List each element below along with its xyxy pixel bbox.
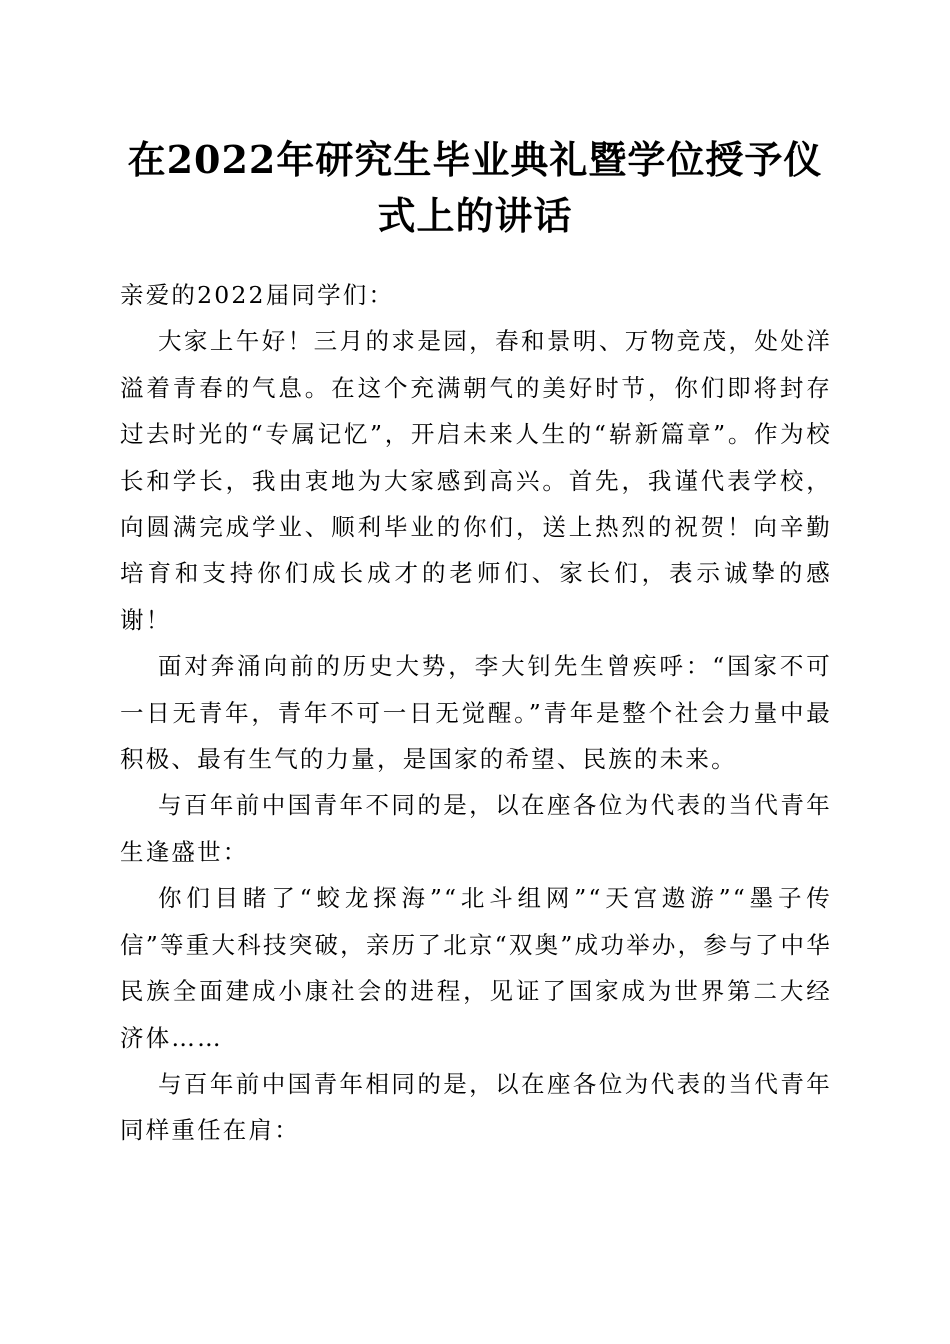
paragraph: 面对奔涌向前的历史大势，李大钊先生曾疾呼：“国家不可一日无青年，青年不可一日无觉醒。”青年是整个社会力量中最积极、最有生气的力量，是国家的希望、民族的未来。 [120, 652, 832, 774]
paragraph: 大家上午好！三月的求是园，春和景明、万物竞茂，处处洋溢着青春的气息。在这个充满朝气的美好时节，你们即将封存过去时光的“专属记忆”，开启未来人生的“崭新篇章”。作为校长和学长，我由衷地为大家感到高兴。首先，我谨代表学校，向圆满完成学业、顺利毕业的你们，送上热烈的祝贺！向辛勤培育和支持你们成长成才的老师们、家长们，表示诚挚的感谢！ [120, 327, 832, 634]
paragraph: 你们目睹了“蛟龙探海”“北斗组网”“天宫遨游”“墨子传信”等重大科技突破，亲历了北京“双奥”成功举办，参与了中华民族全面建成小康社会的进程，见证了国家成为世界第二大经济体…… [120, 884, 832, 1052]
paragraph: 与百年前中国青年不同的是，以在座各位为代表的当代青年生逢盛世： [120, 791, 832, 866]
salutation: 亲爱的2022届同学们： [120, 281, 395, 309]
paragraph: 与百年前中国青年相同的是，以在座各位为代表的当代青年同样重任在肩： [120, 1069, 832, 1145]
document-title: 在2022年研究生毕业典礼暨学位授予仪式上的讲话 [127, 137, 823, 238]
document-body [120, 272, 832, 1154]
